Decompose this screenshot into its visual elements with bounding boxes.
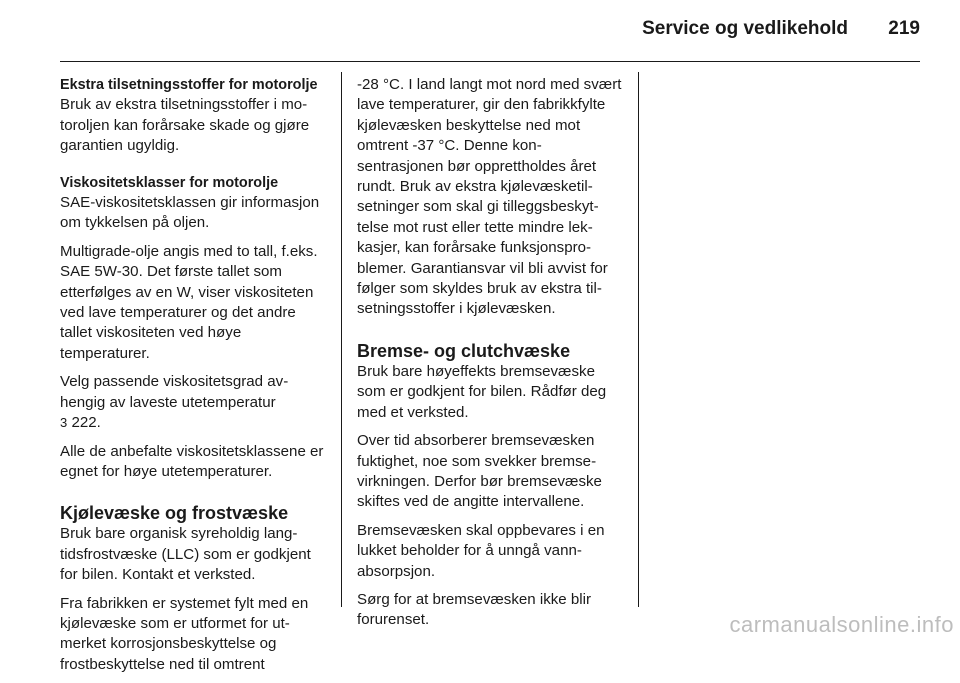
header-divider	[60, 61, 920, 62]
paragraph-viscosity-3	[60, 372, 326, 433]
column-middle	[357, 75, 623, 639]
page-reference-icon: 3	[60, 415, 68, 431]
paragraph-viscosity-3-text: Velg passende viskositetsgrad avhengig av laveste utetemperatur	[60, 373, 289, 411]
paragraph-coolant-2: Fra fabrikken er systemet fylt med en kjølevæske som er utformet for utmerket korrosjonsbeskyttelse og frostbeskyttelse ned til omtrent	[60, 594, 309, 673]
paragraph-oil-additives: Bruk av ekstra tilsetningsstoffer i motoroljen kan forårsake skade og gjøre garantien ugyldig.	[60, 96, 310, 155]
section-title-coolant: Kjølevæske og frostvæske	[60, 503, 289, 524]
section-title-brake-fluid: Bremse- og clutchvæske	[357, 340, 571, 361]
paragraph-brake-3: Bremsevæsken skal oppbevares i en lukket beholder for å unngå vannabsorpsjon.	[357, 521, 605, 580]
paragraph-viscosity-4: Alle de anbefalte viskositetsklassene er egnet for høye utetemperaturer.	[60, 442, 324, 480]
header-title: Service og vedlikehold	[642, 18, 848, 39]
paragraph-viscosity-1: SAE-viskositetsklassen gir informasjon om tykkelsen på oljen.	[60, 194, 320, 232]
paragraph-brake-1: Bruk bare høyeffekts bremsevæske som er godkjent for bilen. Rådfør deg med et verksted.	[357, 362, 607, 421]
paragraph-brake-2: Over tid absorberer bremsevæsken fuktighet, noe som svekker bremsevirkningen. Derfor bør bremsevæske skiftes ved de angitte intervallene.	[357, 432, 602, 511]
column-left	[60, 75, 326, 683]
paragraph-coolant-3: -28 °C. I land langt mot nord med svært lave temperaturer, gir den fabrikkfylte kjølevæsken beskyttelse ned mot omtrent -37 °C. Denne konsentrasjonen bør opprettholdes året rundt. Bruk av ekstra kjølevæsketilsetninger som skal gi tilleggsbeskyttelse mot rust eller tette mindre lekkasjer, kan forårsake funksjonsproblemer. Garantiansvar vil bli avvist for følger som skyldes bruk av ekstra tilsetningsstoffer i kjølevæsken.	[357, 76, 622, 318]
column-divider-2	[638, 72, 639, 607]
paragraph-coolant-1: Bruk bare organisk syreholdig langtidsfrostvæske (LLC) som er godkjent for bilen. Kontakt et verksted.	[60, 525, 311, 584]
paragraph-brake-4: Sørg for at bremsevæsken ikke blir forurenset.	[357, 590, 592, 629]
page-reference-link[interactable]: 222.	[71, 414, 101, 432]
subheading-viscosity: Viskositetsklasser for motorolje	[60, 174, 279, 191]
watermark-text: carmanualsonline.info	[729, 612, 954, 637]
column-divider-1	[341, 72, 342, 607]
paragraph-viscosity-2: Multigrade-olje angis med to tall, f.eks. SAE 5W-30. Det første tallet som etterfølges av en W, viser viskositeten ved lave temperaturer og det andre tallet viskositeten ved høye temperaturer.	[60, 242, 318, 362]
page-header	[0, 0, 960, 60]
subheading-oil-additives: Ekstra tilsetningsstoffer for motorolje	[60, 77, 318, 93]
page-number: 219	[888, 18, 920, 39]
